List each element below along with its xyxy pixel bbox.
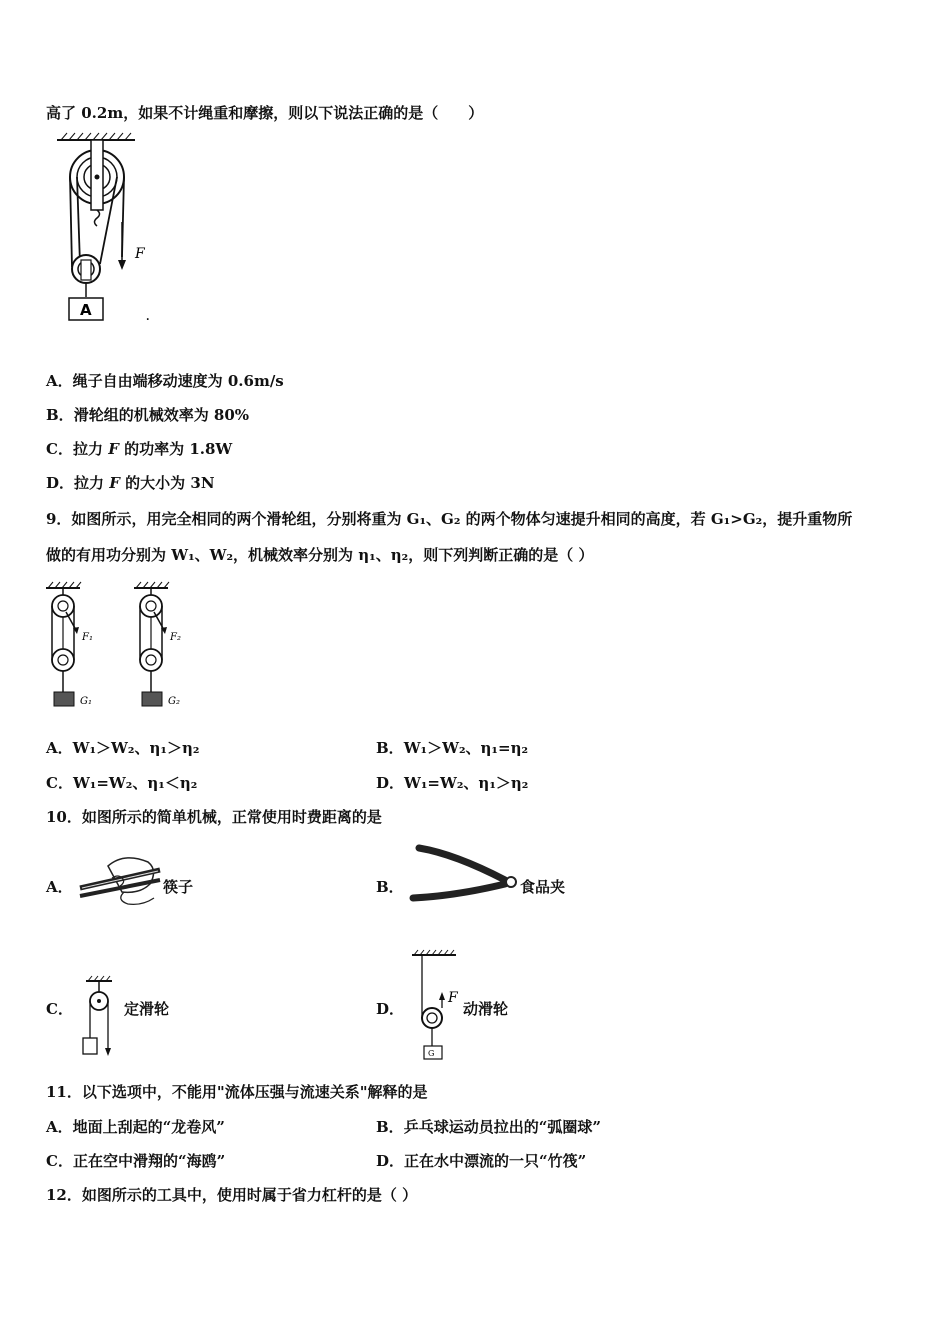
d-weight-label: G [428, 1049, 435, 1058]
fixed-pulley-caption: 定滑轮 [124, 1000, 170, 1018]
q9-option-b: B．W₁＞W₂、η₁=η₂ [376, 739, 529, 757]
q9-pulley-figures [40, 582, 200, 712]
pulley-system-2 [134, 582, 169, 706]
question-intro: 高了 0.2m，如果不计绳重和摩擦，则以下说法正确的是（ ） [46, 104, 484, 122]
g1-label: G₁ [80, 696, 92, 707]
movable-pulley-figure [408, 950, 464, 1062]
q11-option-d: D．正在水中漂流的一只“竹筏” [376, 1152, 587, 1170]
q11-option-c: C．正在空中滑翔的“海鸥” [46, 1152, 226, 1170]
q9-stem-line1: 9．如图所示，用完全相同的两个滑轮组，分别将重为 G₁、G₂ 的两个物体匀速提升相同的高度，若 G₁>G₂，提升重物所 [46, 510, 853, 528]
q10-option-c-letter: C． [46, 1000, 73, 1018]
q11-option-b: B．乒乓球运动员拉出的“弧圈球” [376, 1118, 601, 1136]
f2-label: F₂ [170, 632, 181, 643]
d-force-label: F [448, 990, 458, 1006]
q10-stem: 10．如图所示的简单机械，正常使用时费距离的是 [46, 808, 382, 826]
pulley-system-figure [55, 132, 165, 327]
q10-option-a-letter: A． [46, 878, 73, 896]
q9-option-d: D．W₁=W₂、η₁＞η₂ [376, 774, 529, 792]
q12-stem: 12．如图所示的工具中，使用时属于省力杠杆的是（ ） [46, 1186, 418, 1204]
q9-option-c: C．W₁=W₂、η₁＜η₂ [46, 774, 198, 792]
f1-label: F₁ [82, 632, 93, 643]
chopsticks-figure [78, 852, 163, 907]
pulley-system-1 [46, 582, 81, 706]
q8-option-b: B．滑轮组的机械效率为 80% [46, 406, 250, 424]
q11-stem: 11．以下选项中，不能用"流体压强与流速关系"解释的是 [46, 1083, 428, 1101]
food-tongs-caption: 食品夹 [520, 878, 566, 896]
q11-option-a: A．地面上刮起的“龙卷风” [46, 1118, 225, 1136]
block-a-label: A [80, 301, 92, 319]
movable-pulley-caption: 动滑轮 [463, 1000, 509, 1018]
fixed-pulley-figure [80, 976, 120, 1060]
food-tongs-figure [405, 842, 520, 904]
q8-option-d: D．拉力 F 的大小为 3N [46, 474, 215, 492]
q10-option-d-letter: D． [376, 1000, 405, 1018]
ceiling-mount [57, 133, 135, 140]
q10-option-b-letter: B． [376, 878, 404, 896]
chopsticks-caption: 筷子 [163, 878, 194, 896]
q8-option-c: C．拉力 F 的功率为 1.8W [46, 440, 233, 458]
q8-option-a: A．绳子自由端移动速度为 0.6m/s [46, 372, 284, 390]
stray-dot: . [146, 312, 150, 323]
force-label: F [135, 246, 145, 262]
movable-pulley [72, 255, 100, 297]
g2-label: G₂ [168, 696, 180, 707]
force-arrow [118, 222, 126, 270]
q9-option-a: A．W₁＞W₂、η₁＞η₂ [46, 739, 200, 757]
q9-stem-line2: 做的有用功分别为 W₁、W₂，机械效率分别为 η₁、η₂，则下列判断正确的是（ ） [46, 546, 594, 564]
